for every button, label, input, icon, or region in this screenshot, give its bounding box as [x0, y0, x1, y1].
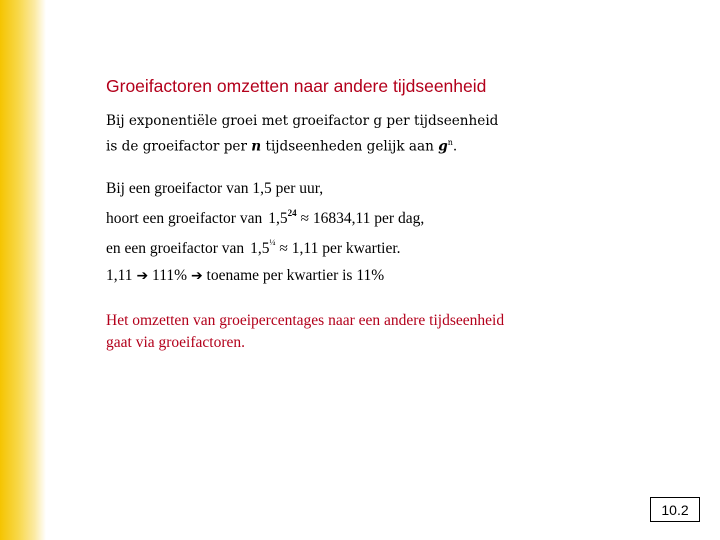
rule-g: g: [438, 138, 448, 155]
conversion-factor: 1,11: [106, 267, 133, 284]
rule-line-1: Bij exponentiële groei met groeifactor g per tijdseenheid: [106, 113, 499, 129]
example-line-2: [106, 201, 424, 231]
rule-line-2-pre: is de groeifactor per: [106, 138, 247, 155]
example-block: [106, 177, 424, 261]
decorative-sidebar: [0, 0, 46, 540]
rule-line-2: [106, 132, 498, 158]
conversion-result: toename per kwartier is 11%: [206, 267, 385, 284]
rule-line-2-mid: tijdseenheden gelijk aan: [265, 138, 434, 155]
slide-title: Groeifactoren omzetten naar andere tijdseenheid: [106, 76, 487, 96]
example-line-3-post: ≈ 1,11 per kwartier.: [279, 240, 401, 257]
page-number-badge: 10.2: [650, 497, 700, 522]
example-line-1: Bij een groeifactor van 1,5 per uur,: [106, 180, 324, 197]
rule-text: [106, 110, 498, 158]
arrow-right-icon: ➔: [190, 268, 203, 284]
rule-exponent: n: [447, 138, 453, 147]
summary-note: [106, 310, 504, 354]
conversion-percentage: 111%: [152, 267, 188, 284]
rule-n: n: [251, 138, 262, 155]
example-line-3-pre: en een groeifactor van: [106, 240, 245, 257]
example-line-2-post: ≈ 16834,11 per dag,: [300, 210, 425, 227]
rule-line-2-end: .: [452, 138, 458, 155]
example-line-2-pre: hoort een groeifactor van: [106, 210, 263, 227]
example-line-2-base: 1,5: [268, 210, 288, 227]
example-line-2-exponent: 24: [287, 208, 297, 218]
arrow-right-icon: ➔: [136, 268, 149, 284]
note-line-1: Het omzetten van groeipercentages naar een andere tijdseenheid: [106, 312, 505, 329]
example-line-3-base: 1,5: [250, 240, 270, 257]
example-line-3-exponent: ¼: [269, 238, 276, 247]
note-line-2: gaat via groeifactoren.: [106, 334, 245, 351]
example-line-3: [106, 231, 424, 261]
conversion-line: [106, 264, 384, 288]
